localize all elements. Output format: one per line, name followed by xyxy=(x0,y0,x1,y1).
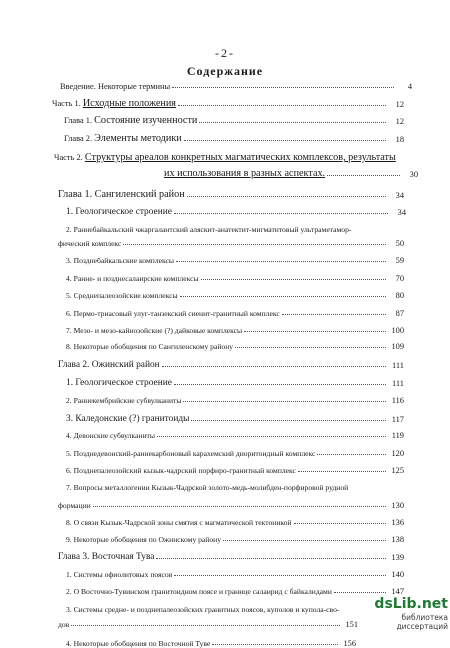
leader-dots xyxy=(176,261,386,262)
toc-page: 18 xyxy=(395,135,404,144)
toc-entry-cont[interactable] xyxy=(58,239,404,248)
toc-label: фический комплекс xyxy=(58,239,122,248)
toc-entry[interactable] xyxy=(66,483,348,492)
toc-entry[interactable] xyxy=(66,309,404,318)
toc-entry[interactable] xyxy=(66,274,404,283)
toc-label: Часть 2. xyxy=(54,153,85,162)
toc-page: 109 xyxy=(391,342,404,351)
toc-entry[interactable] xyxy=(66,639,356,648)
toc-entry[interactable] xyxy=(66,256,404,265)
toc-page: 147 xyxy=(391,587,404,596)
toc-label: 3. Каледонские (?) гранитоиды xyxy=(66,414,190,424)
toc-label: 2. Раннекембрийские субвулканиты xyxy=(66,396,182,405)
toc-entry-chapter-east-tuva[interactable] xyxy=(58,552,404,562)
toc-label: 6. Позднепалеозойский кызык-чадрский порфиро-гранитный комплекс xyxy=(66,466,296,475)
toc-entry-chapter-ozhinsky[interactable] xyxy=(58,360,404,370)
toc-entry[interactable] xyxy=(66,291,404,300)
leader-dots xyxy=(317,454,386,455)
toc-entry[interactable] xyxy=(66,326,404,335)
toc-label: 2. О Восточно-Тувинском гранитоидном поясе и границе салаирид с байкалидами xyxy=(66,587,332,596)
leader-dots xyxy=(156,558,386,559)
leader-dots xyxy=(174,384,386,385)
leader-dots xyxy=(174,575,386,576)
toc-page: 111 xyxy=(392,361,404,370)
toc-page: 100 xyxy=(391,326,404,335)
toc-entry-chapter-sangilen[interactable] xyxy=(58,189,404,200)
toc-entry-introduction[interactable] xyxy=(60,82,412,91)
toc-label: 5. Среднепалеозойские комплексы xyxy=(66,291,178,300)
toc-label: Глава 3. Восточная Тува xyxy=(58,552,155,562)
toc-entry[interactable] xyxy=(66,378,404,388)
leader-dots xyxy=(223,540,386,541)
toc-entry[interactable] xyxy=(66,570,404,579)
page-number: -2- xyxy=(215,46,235,60)
toc-page: 111 xyxy=(392,379,404,388)
toc-label: Глава 1. xyxy=(64,116,95,125)
site-watermark xyxy=(352,596,448,631)
leader-dots xyxy=(334,592,386,593)
toc-label: Глава 1. Сангиленский район xyxy=(58,189,185,200)
leader-dots xyxy=(201,279,386,280)
toc-page: 116 xyxy=(391,396,404,405)
leader-dots xyxy=(174,213,388,214)
leader-dots xyxy=(71,625,340,626)
toc-page: 140 xyxy=(391,570,404,579)
toc-page: 59 xyxy=(395,256,404,265)
toc-entry[interactable] xyxy=(66,396,404,405)
toc-page: 119 xyxy=(391,431,404,440)
page-title: Содержание xyxy=(186,64,264,78)
toc-label: 7. Мезо- и мезо-кайнозойские (?) дайковые комплексы xyxy=(66,326,243,335)
leader-dots xyxy=(235,347,386,348)
toc-label: Глава 2. Ожинский район xyxy=(58,360,160,370)
leader-dots xyxy=(162,366,386,367)
toc-page: 151 xyxy=(345,620,358,629)
toc-label: дов xyxy=(58,620,70,629)
leader-dots xyxy=(212,644,338,645)
toc-label: 1. Геологическое строение xyxy=(66,207,172,217)
toc-entry[interactable] xyxy=(66,414,404,424)
toc-entry-part1-chapter2[interactable] xyxy=(64,133,404,144)
leader-dots xyxy=(327,175,400,176)
toc-entry[interactable] xyxy=(66,207,406,217)
watermark-subtitle: библиотека диссертаций xyxy=(396,613,448,631)
toc-entry[interactable] xyxy=(66,587,404,596)
toc-page: 34 xyxy=(395,191,404,200)
toc-page: 12 xyxy=(395,117,404,126)
toc-label: Введение. Некоторые термины xyxy=(60,82,171,91)
toc-label: 3. Системы средне- и позднепалеозойских гранитных поясов, куполов и купола-сво- xyxy=(66,605,340,614)
toc-label: 7. Вопросы металлогении Кызык-Чадрской золото-медь-молибден-порфировой рудной xyxy=(66,483,349,492)
toc-label: 9. Некоторые обобщения по Ожинскому району xyxy=(66,535,222,544)
toc-label: 1. Системы офиолитовых поясов xyxy=(66,570,173,579)
toc-label: 2. Раннебайкальский чжаргалантский аляскит-анатектит-мигматитовый ультраметамор- xyxy=(66,225,352,234)
toc-label: 4. Ранне- и позднесалаирские комплексы xyxy=(66,274,199,283)
toc-label: формации xyxy=(58,501,91,510)
toc-page: 125 xyxy=(391,466,404,475)
toc-entry[interactable] xyxy=(66,449,404,458)
toc-entry[interactable] xyxy=(66,466,404,475)
toc-page: 136 xyxy=(391,518,404,527)
toc-label: Часть 1. xyxy=(52,99,83,108)
leader-dots xyxy=(187,196,386,197)
toc-entry-part-1[interactable] xyxy=(52,98,404,109)
leader-dots xyxy=(180,296,386,297)
toc-label: 5. Позднедевонский-раннекарбоновый карахемский диоритоидный комплекс xyxy=(66,449,316,458)
toc-label-underlined: Исходные положения xyxy=(82,98,176,109)
leader-dots xyxy=(191,420,386,421)
leader-dots xyxy=(183,401,386,402)
leader-dots xyxy=(298,471,386,472)
toc-label: 1. Геологическое строение xyxy=(66,378,172,388)
leader-dots xyxy=(123,244,386,245)
toc-page: 4 xyxy=(407,82,412,91)
toc-label: Глава 2. xyxy=(64,134,95,143)
leader-dots xyxy=(172,87,394,88)
toc-label: 8. О связи Кызык-Чадрской зоны смятия с магматической тектоникой xyxy=(66,518,292,527)
toc-page: 156 xyxy=(343,639,356,648)
leader-dots xyxy=(184,140,386,141)
toc-label-main: Элементы методики xyxy=(94,133,182,144)
toc-entry-cont[interactable] xyxy=(58,620,358,629)
leader-dots xyxy=(199,122,386,123)
toc-entry[interactable] xyxy=(66,225,351,234)
toc-entry-cont[interactable] xyxy=(58,501,404,510)
toc-page: 138 xyxy=(391,535,404,544)
toc-label-underlined: их использования в разных аспектах. xyxy=(164,168,326,179)
toc-page: 139 xyxy=(391,553,404,562)
toc-entry-part-2-cont[interactable] xyxy=(164,168,418,179)
toc-page: 87 xyxy=(395,309,404,318)
leader-dots xyxy=(294,523,386,524)
toc-label: 4. Некоторые обобщения по Восточной Туве xyxy=(66,639,211,648)
leader-dots xyxy=(178,105,386,106)
toc-page: 130 xyxy=(391,501,404,510)
toc-label-underlined: Структуры ареалов конкретных магматических комплексов, результаты xyxy=(84,152,396,163)
leader-dots xyxy=(282,314,386,315)
toc-page: 120 xyxy=(391,449,404,458)
toc-page: 50 xyxy=(395,239,404,248)
leader-dots xyxy=(93,506,386,507)
dslib-logo: dsLib.net xyxy=(374,596,448,612)
toc-entry[interactable] xyxy=(66,342,404,351)
toc-page: 117 xyxy=(391,415,404,424)
toc-entry-part1-chapter1[interactable] xyxy=(64,115,404,126)
toc-label: 6. Пермо-триасовый улуг-танзекский сиенит-гранитный комплекс xyxy=(66,309,280,318)
toc-entry[interactable] xyxy=(66,605,339,614)
toc-entry[interactable] xyxy=(66,431,404,440)
leader-dots xyxy=(244,331,386,332)
toc-page: 70 xyxy=(395,274,404,283)
toc-label: 4. Девонские субвулканиты xyxy=(66,431,155,440)
toc-page: 34 xyxy=(397,208,406,217)
toc-entry-part-2[interactable] xyxy=(54,152,396,163)
toc-page: 12 xyxy=(395,100,404,109)
toc-label: 3. Позднебайкальские комплексы xyxy=(66,256,174,265)
toc-entry[interactable] xyxy=(66,518,404,527)
toc-page: 30 xyxy=(409,170,418,179)
toc-label-main: Состояние изученности xyxy=(94,115,198,126)
leader-dots xyxy=(157,436,386,437)
toc-entry[interactable] xyxy=(66,535,404,544)
toc-label: 8. Некоторые обобщения по Сангиленскому району xyxy=(66,342,234,351)
toc-page: 80 xyxy=(395,291,404,300)
